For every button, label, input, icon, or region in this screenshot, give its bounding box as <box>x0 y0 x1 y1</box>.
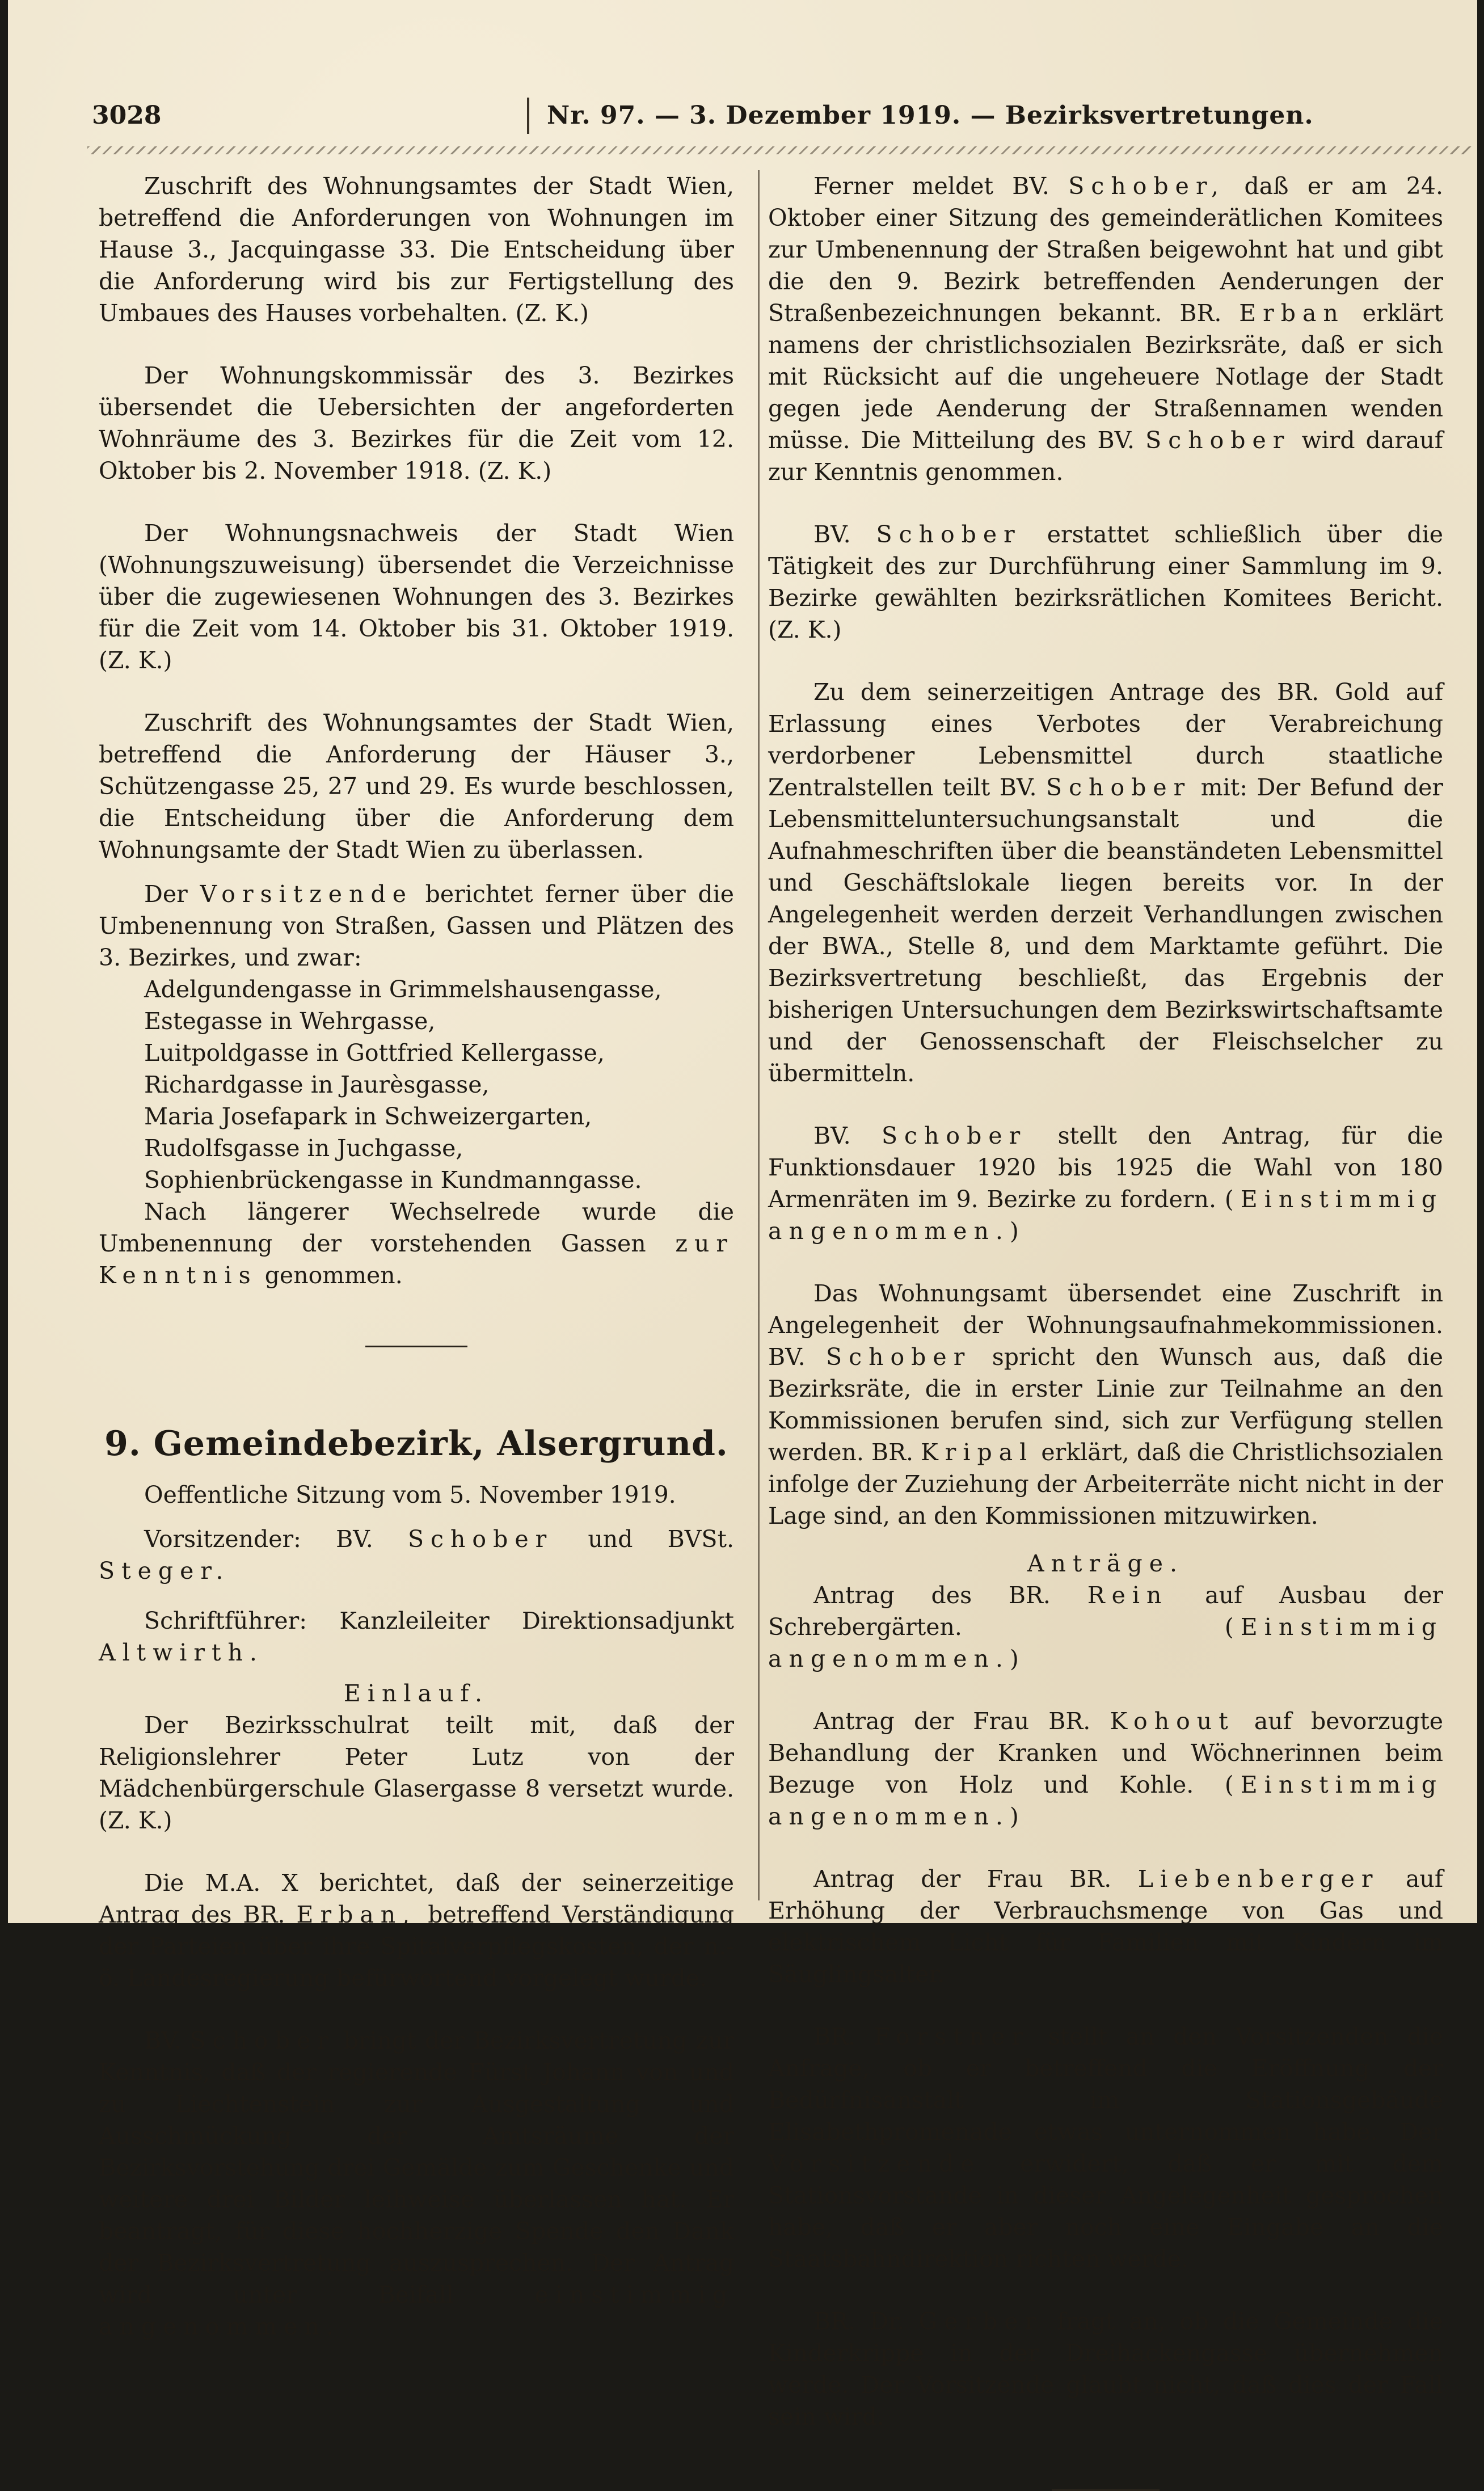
subheading-antraege: Anträge. <box>1027 1550 1184 1577</box>
spaced-text: zur Kenntnis <box>99 1230 734 1289</box>
spaced-text: (Einstimmig angenommen.) <box>768 1613 1443 1672</box>
paragraph <box>768 519 1443 646</box>
left-column <box>99 170 734 2342</box>
text-run: und BVSt. <box>588 1525 734 1553</box>
spaced-text: einstimmig angenommen. <box>99 2281 734 2340</box>
header-title: Nr. 97. — 3. Dezember 1919. — Bezirksvertretungen. <box>547 101 1314 130</box>
paragraph: Zuschrift des Wohnungsamtes der Stadt Wien, betreffend die Anforderungen von Wohnungen im Hause 3., Jacquingasse 33. Die Entscheidung über die Anforderung wird bis zur Fertigstellung des Umbaues des Hauses vorbehalten. (Z. K.) <box>99 172 734 327</box>
spaced-name: Vorsitzende <box>200 880 413 908</box>
text-run: spricht den Wunsch aus, daß die Bezirksräte, die in erster Linie zur Teilnahme an den Kommissionen berufen sind, sich zur Verfügung stellen werden. BR. <box>768 1343 1443 1466</box>
text-run: stellt den Antrag, für die Funktionsdauer 1920 bis 1925 die Wahl von 180 Armenräten im 9. Bezirke zu fordern. <box>768 1122 1443 1213</box>
paragraph <box>768 1120 1443 1247</box>
text-run: stellt an den Vorsitzenden die Anfrage, ob er betreffend die Eröffnung der Bedürfnisanstalt im Stationsgebäude Elisabethpromenade etwas unternommen habe. Der <box>768 2023 1443 2146</box>
list-item: Rudolfsgasse in Juchgasse, <box>144 1135 463 1162</box>
text-run: Ferner meldet BV. <box>813 172 1049 200</box>
list-item: Adelgundengasse in Grimmelshausengasse, <box>144 976 662 1003</box>
spaced-name: Schober <box>826 1343 972 1371</box>
text-run: berichtet ferner über die Umbenennung von Straßen, Gassen und Plätzen des 3. Bezirkes, und zwar: <box>99 880 734 971</box>
spaced-name: Gerber <box>918 2308 1043 2335</box>
spaced-name: Rein <box>1087 1582 1169 1609</box>
text-run: erwidert, daß er mit dem Stationsvorstande in dieser Angelegenheit gesprochen habe, daß er aber noch eine Eingabe an die Staatsbahndirektion richten werde. <box>768 2150 1443 2273</box>
text-run: erklärt, daß die Christlichsozialen infolge der Zuziehung der Arbeiterräte nicht nicht in der Lage sind, an den Kommissionen mitzuwirken. <box>768 1439 1443 1529</box>
spaced-name: Steger. <box>99 1557 230 1584</box>
list-item: Estegasse in Wehrgasse, <box>144 1008 436 1035</box>
subheading-einlauf: Einlauf. <box>343 1680 490 1707</box>
text-run: fragt an, ob die Gemeinde die Kinderkrippe in der Dreihackengasse übernehmen werde. Der Vorsitzende glaubt nicht, daß dies der Fall sein wird. <box>768 2308 1443 2430</box>
paragraph <box>99 878 734 973</box>
spaced-name: Schober <box>1145 427 1291 454</box>
paragraph <box>99 1867 734 1994</box>
text-run: BR. Dr. <box>813 2308 905 2335</box>
paragraph <box>768 170 1443 488</box>
paragraph <box>768 1278 1443 1532</box>
renaming-list <box>99 973 734 1196</box>
text-run: wird darauf zur Kenntnis genommen. <box>768 427 1443 486</box>
spaced-name: Forstner <box>874 2023 1030 2050</box>
list-item: Sophienbrückengasse in Kundmanngasse. <box>144 1166 642 1194</box>
list-item: Maria Josefapark in Schweizergarten, <box>144 1103 592 1130</box>
spaced-name: Altwirth. <box>99 1639 264 1666</box>
text-run: mit: Der Befund der Lebensmitteluntersuchungsanstalt und die Aufnahmeschriften über die beanständeten Lebensmittel und Geschäftslokale liegen bereits vor. In der Angelegenheit werden derzeit Verhandlungen zwischen der BWA., Stelle 8, und dem Marktamte geführt. Die Bezirksvertretung beschließt, das Ergebnis der bisherigen Untersuchungen dem Bezirkswirtschaftsamte und der Genossenschaft der Fleischselcher zu übermitteln. <box>768 774 1443 1087</box>
session-line: Oeffentliche Sitzung vom 5. November 1919. <box>144 1481 676 1508</box>
text-run: Antrag der Frau BR. <box>813 1865 1112 1893</box>
paragraph: Der Bezirksschulrat teilt mit, daß der Religionslehrer Peter Lutz von der Mädchenbürgerschule Glasergasse 8 versetzt wurde. (Z. K.) <box>99 1712 734 1834</box>
spaced-name: Schober, <box>1068 172 1226 200</box>
text-run: Antrag der Frau BR. <box>813 1708 1091 1735</box>
paragraph <box>768 1579 1443 1675</box>
paragraph <box>99 2025 734 2342</box>
paragraph: Der Wohnungsnachweis der Stadt Wien (Wohnungszuweisung) übersendet die Verzeichnisse über die zugewiesenen Wohnungen des 3. Bezirkes für die Zeit vom 14. Oktober bis 31. Oktober 1919. (Z. K.) <box>99 520 734 674</box>
text-run: auf bevorzugte Behandlung der Kranken und Wöchnerinnen beim Bezuge von Holz und Kohle. <box>768 1708 1443 1798</box>
spaced-name: Vorsitzende <box>768 2150 981 2177</box>
section-title: 9. Gemeindebezirk, Alsergrund. <box>104 1424 728 1464</box>
text-run: BV. <box>144 2027 182 2054</box>
spaced-name: Schober <box>407 1525 554 1553</box>
column-divider <box>758 170 760 1900</box>
page-header <box>87 101 1477 146</box>
text-run: Schriftführer: Kanzleileiter Direktionsadjunkt <box>144 1607 734 1634</box>
spaced-name: Erban, <box>296 1901 417 1928</box>
spaced-name: Kohout <box>1110 1708 1235 1735</box>
text-run: Vorsitzender: BV. <box>144 1525 373 1553</box>
text-run: BR. <box>813 2023 856 2050</box>
spaced-name: Liebenberger <box>1137 1865 1380 1893</box>
paragraph <box>768 2305 1443 2433</box>
paragraph <box>768 676 1443 1089</box>
paragraph <box>768 1863 1443 1990</box>
text-run: Nach längerer Wechselrede wurde die Umbenennung der vorstehenden Gassen <box>99 1198 734 1257</box>
text-run: Zu dem seinerzeitigen Antrage des BR. Gold auf Erlassung eines Verbotes der Verabreichung verdorbener Lebensmittel durch staatliche Zentralstellen teilt BV. <box>768 678 1443 801</box>
spaced-name: Schober <box>876 521 1022 548</box>
text-run: Das Wohnungsamt übersendet eine Zuschrift in Angelegenheit der Wohnungsaufnahmekommissionen. BV. <box>768 1280 1443 1371</box>
paragraph: Der Wohnungskommissär des 3. Bezirkes übersendet die Uebersichten der angeforderten Wohnräume des 3. Bezirkes für die Zeit vom 12. Oktober bis 2. November 1918. (Z. K.) <box>99 362 734 484</box>
header-wavy-rule <box>87 146 1472 154</box>
chair-line <box>99 1523 734 1587</box>
text-run: erklärt namens der christlichsozialen Bezirksräte, daß er sich mit Rücksicht auf die ungeheuere Notlage der Stadt gegen jede Aenderung der Straßennamen wenden müsse. Die Mitteilung des BV. <box>768 300 1443 454</box>
text-run: BV. <box>813 1122 851 1149</box>
secretary-line <box>99 1605 734 1668</box>
text-run: BV. <box>813 521 851 548</box>
text-run: genommen. <box>264 1262 403 1289</box>
section-rule <box>365 1346 467 1347</box>
spaced-name: Schober <box>1046 774 1192 801</box>
text-run: erstattet schließlich über die Tätigkeit des zur Durchführung einer Sammlung im 9. Bezirke gewählten bezirksrätlichen Komitees Bericht. (Z. K.) <box>768 521 1443 643</box>
paragraph <box>768 1705 1443 1832</box>
spaced-name: Erban <box>1239 300 1345 327</box>
text-run: betreffend Verständigung der Parteien über ihre Spitalverpflegskosten, der n.-ö. Landesregierung befürwortend vorgelegt wurde. <box>99 1901 734 1992</box>
newspaper-page <box>8 0 1477 2430</box>
text-run: bringt der Bezirksvertretung zur Kenntnis, daß der regierende Fürst Johann von und zu Liechtenstein zur Ausgestaltung und Ausschmückung der Amtsräume der Bezirksvorstehung drei Gemälde zum Geschenke und weitere drei Bilder leihweise überlassen hat. Er beantragt, für diese hochherzige Spende den Dank der Bezirksvertretung auszusprechen. Der Antrag wird unter Beifall <box>99 2027 734 2308</box>
list-item: Luitpoldgasse in Gottfried Kellergasse, <box>144 1039 605 1067</box>
text-run: Der <box>144 880 188 908</box>
paragraph <box>768 2021 1443 2275</box>
text-run: auf Erhöhung der Verbrauchsmenge von Gas und elektrischem Licht für Familien mit Kindern im Säuglingsalter. <box>768 1865 1443 1988</box>
spaced-name: Schober <box>881 1122 1027 1149</box>
page-number: 3028 <box>92 101 162 130</box>
spaced-text: (Einstimmig angenommen.) <box>768 1771 1443 1830</box>
text-run: Die M.A. X berichtet, daß der seinerzeitige Antrag des BR. <box>99 1869 734 1928</box>
right-column <box>768 170 1443 2491</box>
text-run: daß er am 24. Oktober einer Sitzung des gemeinderätlichen Komitees zur Umbenennung der Straßen beigewohnt hat und gibt die den 9. Bezirk betreffenden Aenderungen der Straßenbezeichnungen bekannt. BR. <box>768 172 1444 327</box>
spaced-text: (Einstimmig angenommen.) <box>768 1186 1443 1245</box>
text-run: Antrag des BR. <box>813 1582 1051 1609</box>
text-run: auf Ausbau der Schrebergärten. <box>768 1582 1443 1641</box>
list-item: Richardgasse in Jaurèsgasse, <box>144 1071 490 1098</box>
header-separator <box>527 98 529 134</box>
spaced-name: Schober <box>189 2027 335 2054</box>
paragraph: Zuschrift des Wohnungsamtes der Stadt Wien, betreffend die Anforderung der Häuser 3., Schützengasse 25, 27 und 29. Es wurde beschlossen, die Entscheidung über die Anforderung dem Wohnungsamte der Stadt Wien zu überlassen. <box>99 709 734 863</box>
spaced-name: Kripal <box>921 1439 1034 1466</box>
paragraph <box>99 1196 734 1291</box>
